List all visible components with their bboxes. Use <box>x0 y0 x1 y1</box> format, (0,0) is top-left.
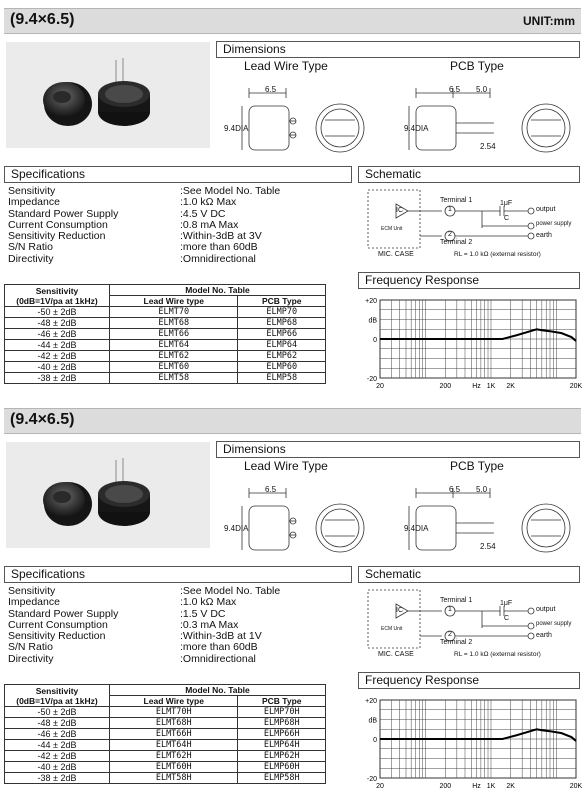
spec-label: S/N Ratio <box>8 241 53 254</box>
dim-pcb-width: 6.5 <box>449 485 461 494</box>
dimensions-header: Dimensions <box>216 41 580 58</box>
table-row <box>5 340 326 351</box>
sensitivity-header <box>5 685 110 707</box>
lead-wire-model-cell: ELMT70 <box>110 307 238 318</box>
spec-value: :more than 60dB <box>180 241 258 254</box>
lead-wire-model-cell: ELMT68 <box>110 318 238 329</box>
spec-label: Current Consumption <box>8 618 108 631</box>
lead-wire-model-cell: ELMT62 <box>110 351 238 362</box>
spec-value: :4.5 V DC <box>180 207 226 220</box>
table-row <box>5 373 326 384</box>
pcb-col-header: PCB Type <box>238 296 326 307</box>
spec-value: :Omnidirectional <box>180 252 256 265</box>
pcb-model-cell: ELMP68 <box>238 318 326 329</box>
pcb-model-cell: ELMP62H <box>238 751 326 762</box>
ecm-unit-label: ECM Unit <box>381 626 403 632</box>
section-title: (9.4×6.5) <box>10 11 75 28</box>
pcb-model-cell: ELMP60 <box>238 362 326 373</box>
sensitivity-cell: -50 ± 2dB <box>5 307 110 318</box>
pcb-model-cell: ELMP60H <box>238 762 326 773</box>
sensitivity-cell: -42 ± 2dB <box>5 351 110 362</box>
terminal-1-number: 1 <box>448 606 452 613</box>
spec-value: :1.0 kΩ Max <box>180 196 237 209</box>
dim-pcb-width: 6.5 <box>449 85 461 94</box>
dim-pin-pitch: 2.54 <box>480 542 496 551</box>
product-photo <box>6 42 210 148</box>
lead-wire-type-label: Lead Wire Type <box>244 59 328 73</box>
spec-value: :Within-3dB at 3V <box>180 230 262 243</box>
dim-lead-diameter: 9.4DIA <box>224 524 249 533</box>
sensitivity-cell: -48 ± 2dB <box>5 318 110 329</box>
table-row <box>5 751 326 762</box>
sensitivity-cell: -40 ± 2dB <box>5 362 110 373</box>
terminal-1-number: 1 <box>448 206 452 213</box>
y-tick-label: dB <box>368 317 377 325</box>
earth-label: earth <box>536 232 552 239</box>
schematic-header: Schematic <box>358 566 580 583</box>
x-tick-label: 20K <box>569 783 583 790</box>
sensitivity-cell: -50 ± 2dB <box>5 707 110 718</box>
y-tick-label: +20 <box>365 698 377 705</box>
capacitor-value: 1μF <box>500 200 513 207</box>
pcb-model-cell: ELMP58 <box>238 373 326 384</box>
ic-label: IC <box>396 607 403 614</box>
table-row <box>5 329 326 340</box>
section-title-bar <box>4 8 581 34</box>
lead-wire-model-cell: ELMT64 <box>110 340 238 351</box>
table-row <box>5 307 326 318</box>
sensitivity-cell: -42 ± 2dB <box>5 751 110 762</box>
pcb-model-cell: ELMP68H <box>238 718 326 729</box>
frequency-response-header: Frequency Response <box>358 272 580 289</box>
model-no-header: Model No. Table <box>110 285 326 296</box>
table-row <box>5 740 326 751</box>
x-tick-label: 20K <box>569 383 583 390</box>
lead-wire-model-cell: ELMT60 <box>110 362 238 373</box>
dim-pcb-diameter: 9.4DIA <box>404 124 429 133</box>
model-number-table <box>4 684 326 784</box>
x-tick-label: 200 <box>439 783 452 790</box>
model-number-table <box>4 284 326 384</box>
sensitivity-cell: -38 ± 2dB <box>5 773 110 784</box>
model-no-header: Model No. Table <box>110 685 326 696</box>
lead-wire-model-cell: ELMT58 <box>110 373 238 384</box>
lead-wire-col-header: Lead Wire type <box>110 696 238 707</box>
pcb-model-cell: ELMP64 <box>238 340 326 351</box>
earth-label: earth <box>536 632 552 639</box>
sensitivity-cell: -44 ± 2dB <box>5 740 110 751</box>
x-tick-label: 200 <box>439 383 452 390</box>
sensitivity-cell: -48 ± 2dB <box>5 718 110 729</box>
lead-wire-model-cell: ELMT60H <box>110 762 238 773</box>
lead-wire-model-cell: ELMT66 <box>110 329 238 340</box>
sensitivity-cell: -46 ± 2dB <box>5 729 110 740</box>
sensitivity-header-line2: (0dB=1V/pa at 1kHz) <box>16 695 98 706</box>
spec-label: S/N Ratio <box>8 641 53 654</box>
y-tick-label: -20 <box>366 776 377 783</box>
x-tick-label: 20 <box>376 383 384 390</box>
x-tick-label: 20 <box>376 783 384 790</box>
sensitivity-cell: -46 ± 2dB <box>5 329 110 340</box>
lead-wire-model-cell: ELMT68H <box>110 718 238 729</box>
spec-value: :more than 60dB <box>180 641 258 654</box>
spec-value: :1.5 V DC <box>180 607 226 620</box>
schematic-header: Schematic <box>358 166 580 183</box>
sensitivity-header-line1: Sensitivity <box>35 685 79 696</box>
spec-label: Sensitivity <box>8 585 56 597</box>
sensitivity-cell: -40 ± 2dB <box>5 762 110 773</box>
pcb-model-cell: ELMP66H <box>238 729 326 740</box>
table-row <box>5 718 326 729</box>
lead-wire-model-cell: ELMT58H <box>110 773 238 784</box>
pcb-col-header: PCB Type <box>238 696 326 707</box>
spec-values <box>180 586 280 665</box>
sensitivity-cell: -44 ± 2dB <box>5 340 110 351</box>
lead-wire-col-header: Lead Wire type <box>110 296 238 307</box>
ic-label: IC <box>396 207 403 214</box>
lead-wire-type-label: Lead Wire Type <box>244 459 328 473</box>
mic-case-label: MIC. CASE <box>378 251 414 258</box>
table-row <box>5 318 326 329</box>
unit-label: UNIT:mm <box>522 14 575 28</box>
dim-lead-width: 6.5 <box>265 85 277 94</box>
dim-pcb-pin-length: 5.0 <box>476 485 488 494</box>
y-tick-label: -20 <box>366 376 377 383</box>
dim-lead-diameter: 9.4DIA <box>224 124 249 133</box>
spec-value: :1.0 kΩ Max <box>180 596 237 609</box>
x-tick-label: 1K <box>486 383 496 390</box>
terminal-2-number: 2 <box>448 231 452 238</box>
table-row <box>5 362 326 373</box>
capacitor-value: 1μF <box>500 600 513 607</box>
lead-wire-model-cell: ELMT64H <box>110 740 238 751</box>
lead-wire-model-cell: ELMT70H <box>110 707 238 718</box>
x-tick-label: Hz <box>472 783 481 790</box>
pcb-model-cell: ELMP64H <box>238 740 326 751</box>
product-section <box>0 0 585 400</box>
table-row <box>5 773 326 784</box>
lead-wire-model-cell: ELMT66H <box>110 729 238 740</box>
dim-pcb-diameter: 9.4DIA <box>404 524 429 533</box>
frequency-response-chart <box>358 292 584 392</box>
terminal-1-label: Terminal 1 <box>440 597 473 604</box>
x-tick-label: 2K <box>506 383 515 390</box>
spec-value: :Within-3dB at 1V <box>180 630 262 643</box>
pcb-model-cell: ELMP70H <box>238 707 326 718</box>
spec-label: Impedance <box>8 196 60 209</box>
pcb-type-label: PCB Type <box>450 59 504 73</box>
dim-pcb-pin-length: 5.0 <box>476 85 488 94</box>
table-row <box>5 707 326 718</box>
mic-case-label: MIC. CASE <box>378 651 414 658</box>
x-tick-label: Hz <box>472 383 481 390</box>
spec-values <box>180 186 280 265</box>
spec-label: Current Consumption <box>8 218 108 231</box>
product-section <box>0 400 585 800</box>
spec-labels <box>8 186 118 265</box>
lead-wire-model-cell: ELMT62H <box>110 751 238 762</box>
spec-label: Impedance <box>8 596 60 609</box>
sensitivity-header-line2: (0dB=1V/pa at 1kHz) <box>16 295 98 306</box>
terminal-2-label: Terminal 2 <box>440 239 473 246</box>
spec-value: :See Model No. Table <box>180 185 281 197</box>
capacitor-label: C <box>504 215 510 222</box>
ecm-unit-label: ECM Unit <box>381 226 403 232</box>
pcb-model-cell: ELMP62 <box>238 351 326 362</box>
terminal-1-label: Terminal 1 <box>440 197 473 204</box>
frequency-response-header: Frequency Response <box>358 672 580 689</box>
spec-label: Standard Power Supply <box>8 607 119 620</box>
section-title-bar <box>4 408 581 434</box>
power-supply-label: power supply <box>536 621 572 627</box>
spec-value: :Omnidirectional <box>180 652 256 665</box>
spec-value: :0.3 mA Max <box>180 618 239 631</box>
pcb-type-label: PCB Type <box>450 459 504 473</box>
spec-label: Directivity <box>8 252 54 265</box>
sensitivity-cell: -38 ± 2dB <box>5 373 110 384</box>
table-row <box>5 729 326 740</box>
spec-label: Sensitivity Reduction <box>8 630 106 643</box>
spec-label: Sensitivity <box>8 185 56 197</box>
terminal-2-label: Terminal 2 <box>440 639 473 646</box>
output-label: output <box>536 606 556 613</box>
spec-labels <box>8 586 118 665</box>
power-supply-label: power supply <box>536 221 572 227</box>
pcb-model-cell: ELMP66 <box>238 329 326 340</box>
dimensions-header: Dimensions <box>216 441 580 458</box>
y-tick-label: dB <box>368 717 377 725</box>
x-tick-label: 2K <box>506 783 515 790</box>
dim-lead-width: 6.5 <box>265 485 277 494</box>
resistor-note: RL = 1.0 kΩ (external resistor) <box>454 251 541 258</box>
spec-label: Directivity <box>8 652 54 665</box>
y-tick-label: +20 <box>365 298 377 305</box>
output-label: output <box>536 206 556 213</box>
spec-label: Sensitivity Reduction <box>8 230 106 243</box>
spec-value: :0.8 mA Max <box>180 218 239 231</box>
x-tick-label: 1K <box>486 783 496 790</box>
pcb-model-cell: ELMP58H <box>238 773 326 784</box>
sensitivity-header-line1: Sensitivity <box>35 285 79 296</box>
table-row <box>5 762 326 773</box>
section-title: (9.4×6.5) <box>10 411 75 428</box>
terminal-2-number: 2 <box>448 631 452 638</box>
y-tick-label: 0 <box>373 337 377 344</box>
resistor-note: RL = 1.0 kΩ (external resistor) <box>454 651 541 658</box>
product-photo <box>6 442 210 548</box>
table-row <box>5 351 326 362</box>
dim-pin-pitch: 2.54 <box>480 142 496 151</box>
capacitor-label: C <box>504 615 510 622</box>
spec-value: :See Model No. Table <box>180 585 281 597</box>
pcb-model-cell: ELMP70 <box>238 307 326 318</box>
specifications-header: Specifications <box>4 566 352 583</box>
y-tick-label: 0 <box>373 737 377 744</box>
sensitivity-header <box>5 285 110 307</box>
frequency-response-chart <box>358 692 584 792</box>
spec-label: Standard Power Supply <box>8 207 119 220</box>
specifications-header: Specifications <box>4 166 352 183</box>
